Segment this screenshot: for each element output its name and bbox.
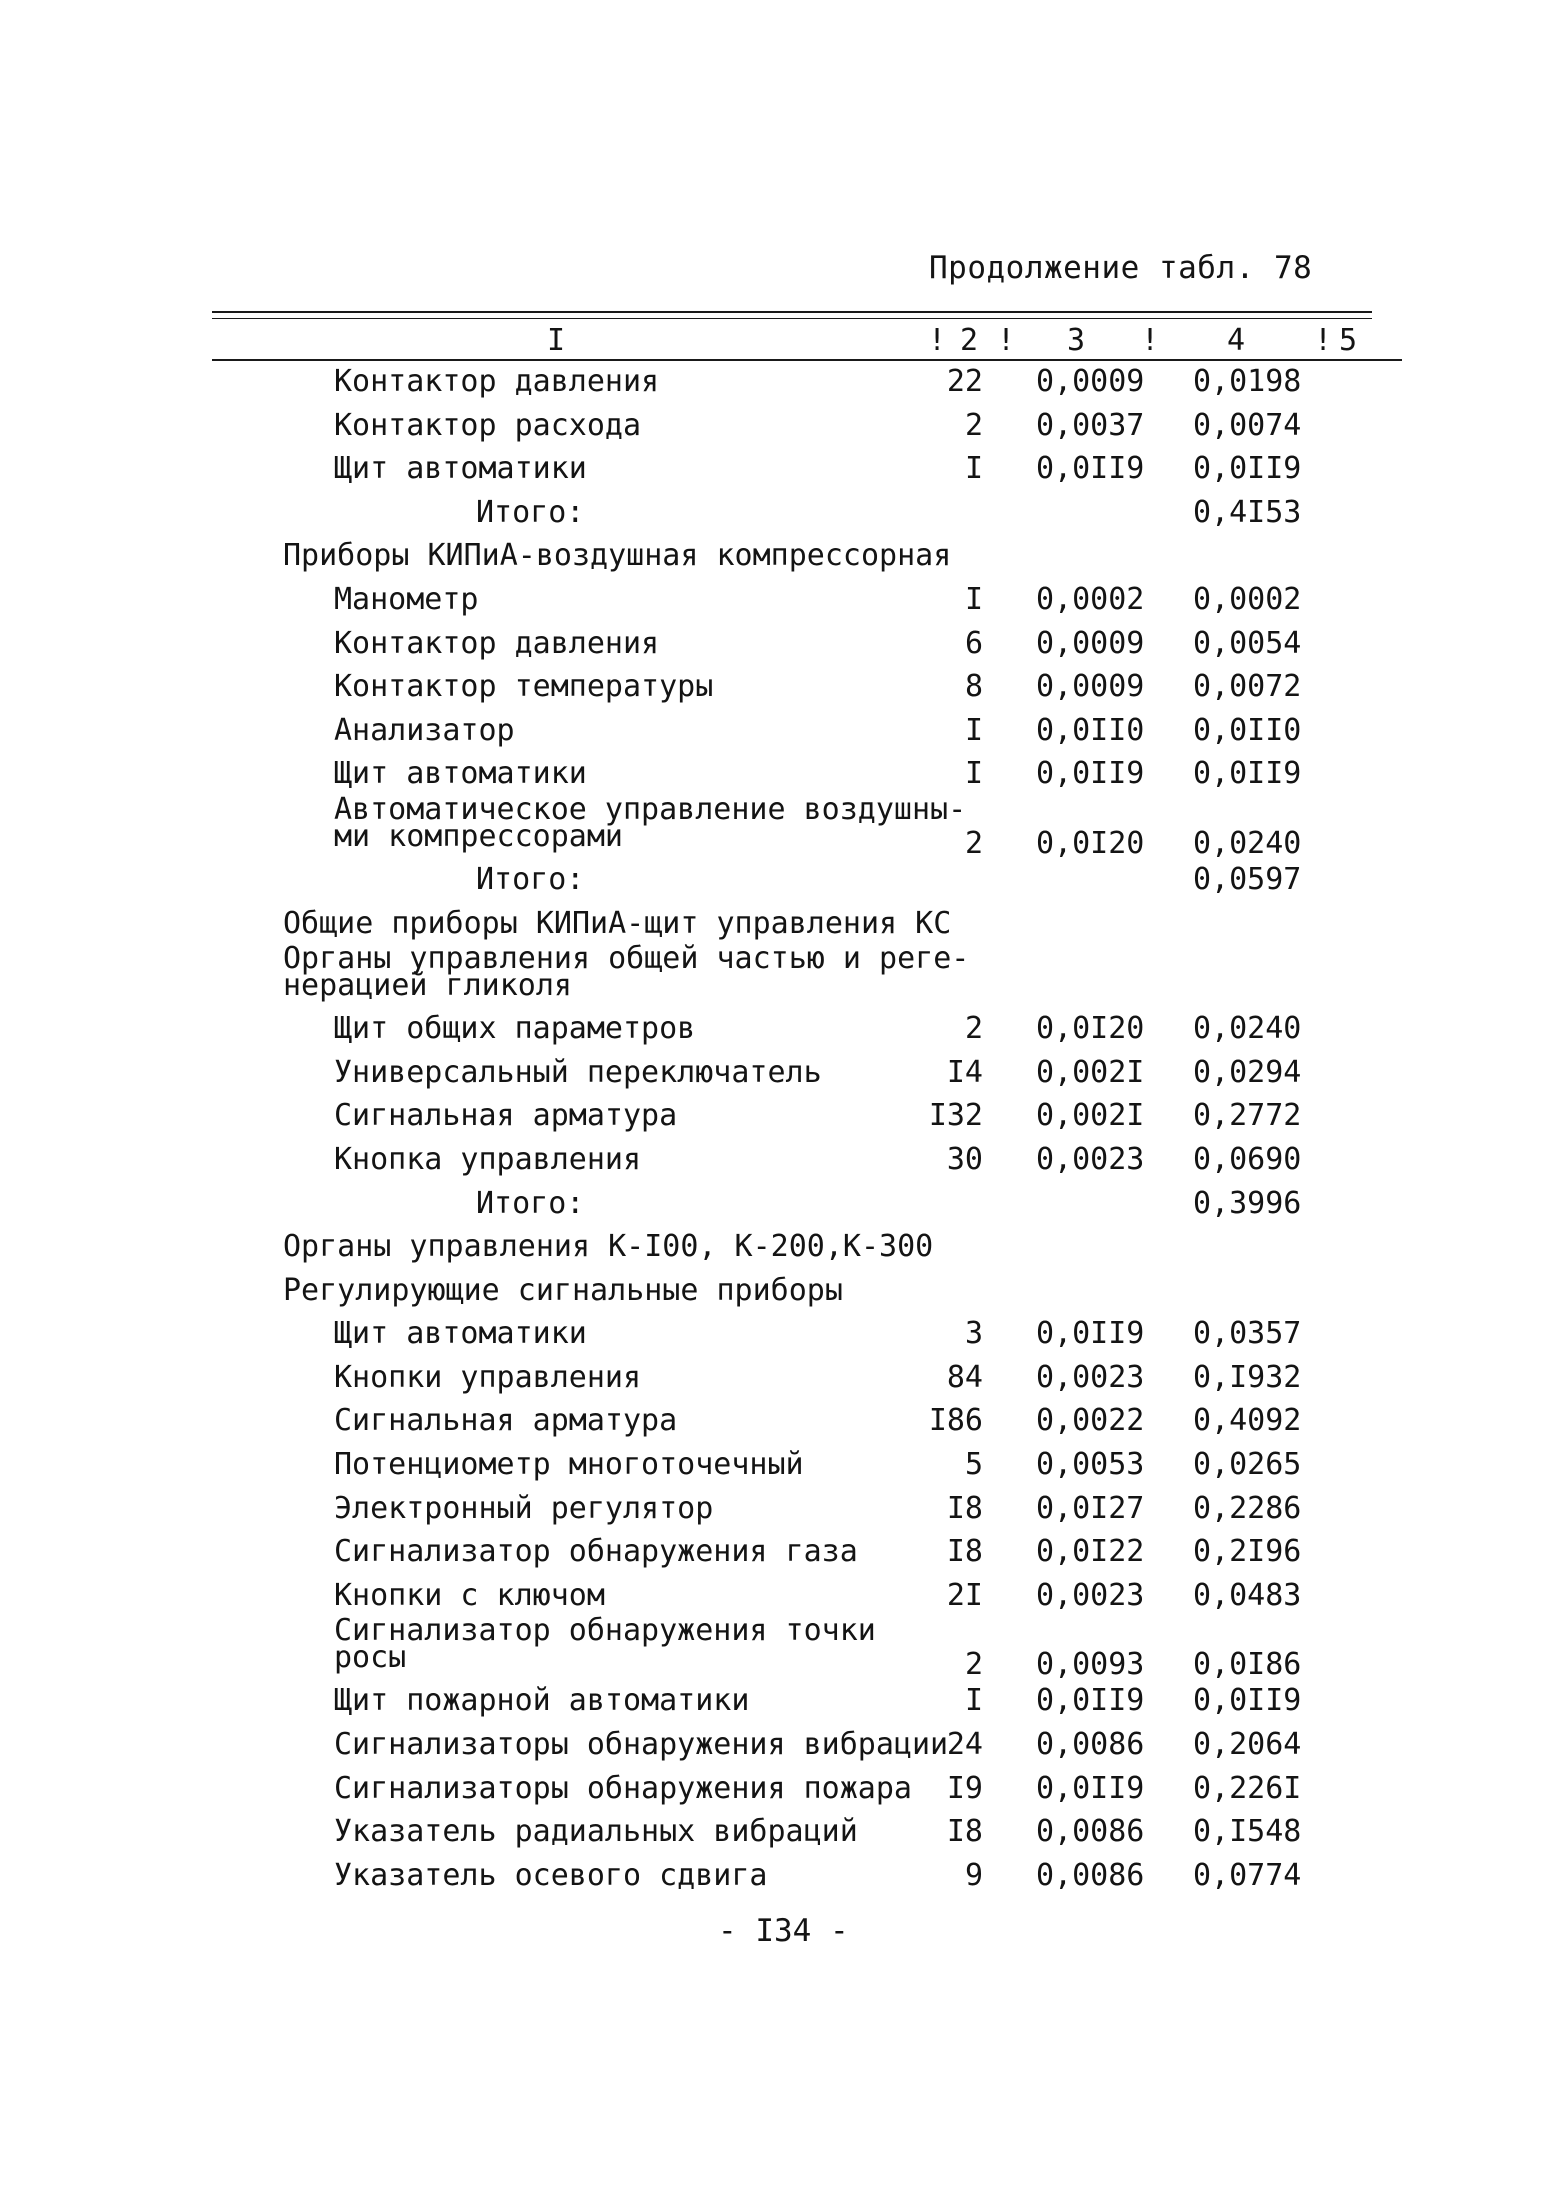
row-unit-value: 0,0037: [1036, 407, 1145, 443]
row-total-value: 0,2I96: [1193, 1534, 1302, 1570]
table-row: [0, 360, 1559, 404]
table-row: [0, 1312, 1559, 1356]
row-unit-value: 0,0II9: [1036, 756, 1145, 792]
row-qty: 2: [964, 825, 983, 861]
row-total-value: 0,4092: [1193, 1403, 1302, 1439]
table-row: [0, 1356, 1559, 1400]
row-unit-value: 0,0I20: [1036, 825, 1145, 861]
header-col4: 4: [1227, 323, 1246, 358]
row-name: Манометр: [334, 581, 479, 617]
table-row: [0, 752, 1559, 796]
row-name: Сигнальная арматура: [334, 1403, 678, 1439]
row-total-value: 0,0483: [1193, 1577, 1302, 1613]
row-unit-value: 0,002I: [1036, 1098, 1145, 1134]
row-unit-value: 0,0009: [1036, 364, 1145, 399]
row-name: Органы управления К-I00, К-200,К-300: [283, 1229, 934, 1265]
table-row: [0, 709, 1559, 753]
row-unit-value: 0,0023: [1036, 1141, 1145, 1177]
row-name: Контактор расхода: [334, 407, 642, 443]
row-name: Щит пожарной автоматики: [334, 1683, 750, 1719]
row-unit-value: 0,0009: [1036, 625, 1145, 661]
row-qty: I: [964, 1683, 983, 1719]
row-unit-value: 0,0086: [1036, 1727, 1145, 1763]
row-unit-value: 0,0I22: [1036, 1534, 1145, 1570]
row-total-value: 0,2064: [1193, 1727, 1302, 1763]
row-unit-value: 0,0I27: [1036, 1490, 1145, 1526]
row-total-value: 0,0II9: [1193, 756, 1302, 792]
row-unit-value: 0,0II9: [1036, 451, 1145, 487]
row-unit-value: 0,0023: [1036, 1577, 1145, 1613]
table-row: [0, 447, 1559, 491]
row-name: Кнопка управления: [334, 1141, 642, 1177]
row-qty: 2: [964, 1011, 983, 1047]
table-row: [0, 622, 1559, 666]
row-name: Контактор температуры: [334, 669, 714, 705]
table-row-section: [0, 534, 1559, 578]
table-row: [0, 1051, 1559, 1095]
row-name: Контактор давления: [334, 625, 660, 661]
row-qty: 9: [964, 1857, 983, 1893]
row-qty: 2I: [946, 1577, 983, 1613]
row-name-line1: Автоматическое управление воздушны-: [334, 791, 967, 827]
row-qty: I: [964, 451, 983, 487]
row-total-value: 0,0774: [1193, 1857, 1302, 1893]
table-row: [0, 1487, 1559, 1531]
row-total-value: 0,3996: [1193, 1185, 1302, 1221]
row-qty: I8: [946, 1814, 983, 1850]
row-qty: 22: [946, 364, 983, 399]
row-unit-value: 0,0053: [1036, 1447, 1145, 1483]
table-row: [0, 404, 1559, 448]
row-name: Сигнализаторы обнаружения пожара: [334, 1770, 912, 1806]
row-unit-value: 0,0II0: [1036, 712, 1145, 748]
row-qty: 2: [964, 407, 983, 443]
row-unit-value: 0,0093: [1036, 1647, 1145, 1683]
row-name-line2: нерацией гликоля: [283, 968, 572, 1004]
row-total-value: 0,2286: [1193, 1490, 1302, 1526]
table-row-subtotal: [0, 858, 1559, 902]
row-name: Указатель осевого сдвига: [334, 1857, 768, 1893]
row-name: Щит общих параметров: [334, 1011, 696, 1047]
row-total-value: 0,0690: [1193, 1141, 1302, 1177]
row-name-line2: росы: [334, 1640, 407, 1676]
row-name: Щит автоматики: [334, 1316, 587, 1352]
row-name: Итого:: [476, 1185, 585, 1221]
row-total-value: 0,2772: [1193, 1098, 1302, 1134]
row-total-value: 0,0357: [1193, 1316, 1302, 1352]
row-total-value: 0,0074: [1193, 407, 1302, 443]
row-total-value: 0,0240: [1193, 825, 1302, 861]
row-unit-value: 0,0II9: [1036, 1316, 1145, 1352]
row-name: Кнопки управления: [334, 1359, 642, 1395]
row-total-value: 0,0198: [1193, 364, 1302, 399]
row-unit-value: 0,0022: [1036, 1403, 1145, 1439]
row-name: Потенциометр многоточечный: [334, 1447, 804, 1483]
row-total-value: 0,0597: [1193, 861, 1302, 897]
row-qty: I9: [946, 1770, 983, 1806]
table-row: [0, 1810, 1559, 1854]
table-row: [0, 1094, 1559, 1138]
table-row: [0, 1613, 1559, 1683]
table-row-section: [0, 1225, 1559, 1269]
row-total-value: 0,I548: [1193, 1814, 1302, 1850]
row-unit-value: 0,0009: [1036, 669, 1145, 705]
row-name: Анализатор: [334, 712, 515, 748]
row-unit-value: 0,0II9: [1036, 1683, 1145, 1719]
table-row: [0, 1138, 1559, 1182]
table-row: [0, 1767, 1559, 1811]
header-col3: 3: [1067, 323, 1086, 358]
table-row: [0, 1530, 1559, 1574]
row-name: Итого:: [476, 861, 585, 897]
row-total-value: 0,0294: [1193, 1054, 1302, 1090]
table-row: [0, 1854, 1559, 1898]
row-unit-value: 0,0002: [1036, 581, 1145, 617]
row-qty: I86: [928, 1403, 983, 1439]
table-row: [0, 1399, 1559, 1443]
table-row: [0, 1574, 1559, 1618]
row-qty: I: [964, 581, 983, 617]
row-total-value: 0,0240: [1193, 1011, 1302, 1047]
row-name: Общие приборы КИПиА-щит управления КС: [283, 905, 952, 941]
row-name: Сигнальная арматура: [334, 1098, 678, 1134]
table-row: [0, 665, 1559, 709]
row-qty: I4: [946, 1054, 983, 1090]
row-total-value: 0,0072: [1193, 669, 1302, 705]
row-name: Щит автоматики: [334, 756, 587, 792]
table-body: [0, 360, 1559, 1897]
table-row-section: [0, 902, 1559, 946]
row-unit-value: 0,0023: [1036, 1359, 1145, 1395]
row-qty: 8: [964, 669, 983, 705]
row-total-value: 0,I932: [1193, 1359, 1302, 1395]
row-name: Сигнализаторы обнаружения вибрации: [334, 1727, 949, 1763]
row-unit-value: 0,0I20: [1036, 1011, 1145, 1047]
row-name: Контактор давления: [334, 364, 660, 399]
table-row: [0, 1723, 1559, 1767]
row-name-line2: ми компрессорами: [334, 818, 623, 854]
row-name: Указатель радиальных вибраций: [334, 1814, 858, 1850]
header-sep3: !: [1141, 323, 1160, 358]
row-name: Регулирующие сигнальные приборы: [283, 1272, 843, 1308]
table-row: [0, 1443, 1559, 1487]
top-rule-2: [212, 318, 1372, 319]
row-total-value: 0,0II0: [1193, 712, 1302, 748]
row-qty: 2: [964, 1647, 983, 1683]
row-unit-value: 0,0II9: [1036, 1770, 1145, 1806]
table-row: [0, 1679, 1559, 1723]
row-total-value: 0,0002: [1193, 581, 1302, 617]
row-qty: 6: [964, 625, 983, 661]
row-qty: 84: [946, 1359, 983, 1395]
row-name-line1: Органы управления общей частью и реге-: [283, 941, 970, 977]
row-total-value: 0,0II9: [1193, 451, 1302, 487]
header-col2: 2: [960, 323, 979, 358]
row-name-multiline: [334, 1613, 876, 1676]
header-sep4: !: [1314, 323, 1333, 358]
row-unit-value: 0,002I: [1036, 1054, 1145, 1090]
table-row-section: [0, 1269, 1559, 1313]
table-caption: Продолжение табл. 78: [929, 250, 1313, 286]
row-total-value: 0,4I53: [1193, 494, 1302, 530]
row-total-value: 0,0265: [1193, 1447, 1302, 1483]
row-qty: I8: [946, 1490, 983, 1526]
row-total-value: 0,226I: [1193, 1770, 1302, 1806]
row-name: Универсальный переключатель: [334, 1054, 822, 1090]
top-rule-1: [212, 311, 1372, 313]
row-unit-value: 0,0086: [1036, 1814, 1145, 1850]
table-row-subtotal: [0, 491, 1559, 535]
page-number: - I34 -: [718, 1913, 849, 1949]
table-row-section: [0, 941, 1559, 1007]
row-name: Приборы КИПиА-воздушная компрессорная: [283, 538, 952, 574]
row-qty: 24: [946, 1727, 983, 1763]
table-row: [0, 1007, 1559, 1051]
row-total-value: 0,0054: [1193, 625, 1302, 661]
row-unit-value: 0,0086: [1036, 1857, 1145, 1893]
row-name: Сигнализатор обнаружения газа: [334, 1534, 858, 1570]
row-name: Щит автоматики: [334, 451, 587, 487]
row-name-multiline: [334, 791, 967, 854]
row-name-line1: Сигнализатор обнаружения точки: [334, 1613, 876, 1649]
row-qty: 30: [946, 1141, 983, 1177]
row-total-value: 0,0I86: [1193, 1647, 1302, 1683]
header-col5: 5: [1339, 323, 1358, 358]
row-qty: 5: [964, 1447, 983, 1483]
row-name: Электронный регулятор: [334, 1490, 714, 1526]
table-row: [0, 578, 1559, 622]
row-qty: 3: [964, 1316, 983, 1352]
header-col1: I: [547, 323, 566, 358]
row-qty: I: [964, 712, 983, 748]
row-name: Кнопки с ключом: [334, 1577, 605, 1613]
header-sep1: !: [928, 323, 947, 358]
row-qty: I32: [928, 1098, 983, 1134]
row-qty: I8: [946, 1534, 983, 1570]
table-row: [0, 791, 1559, 861]
row-name: Итого:: [476, 494, 585, 530]
row-total-value: 0,0II9: [1193, 1683, 1302, 1719]
row-name-multiline: [283, 941, 970, 1004]
table-row-subtotal: [0, 1182, 1559, 1226]
header-sep2: !: [997, 323, 1016, 358]
row-qty: I: [964, 756, 983, 792]
